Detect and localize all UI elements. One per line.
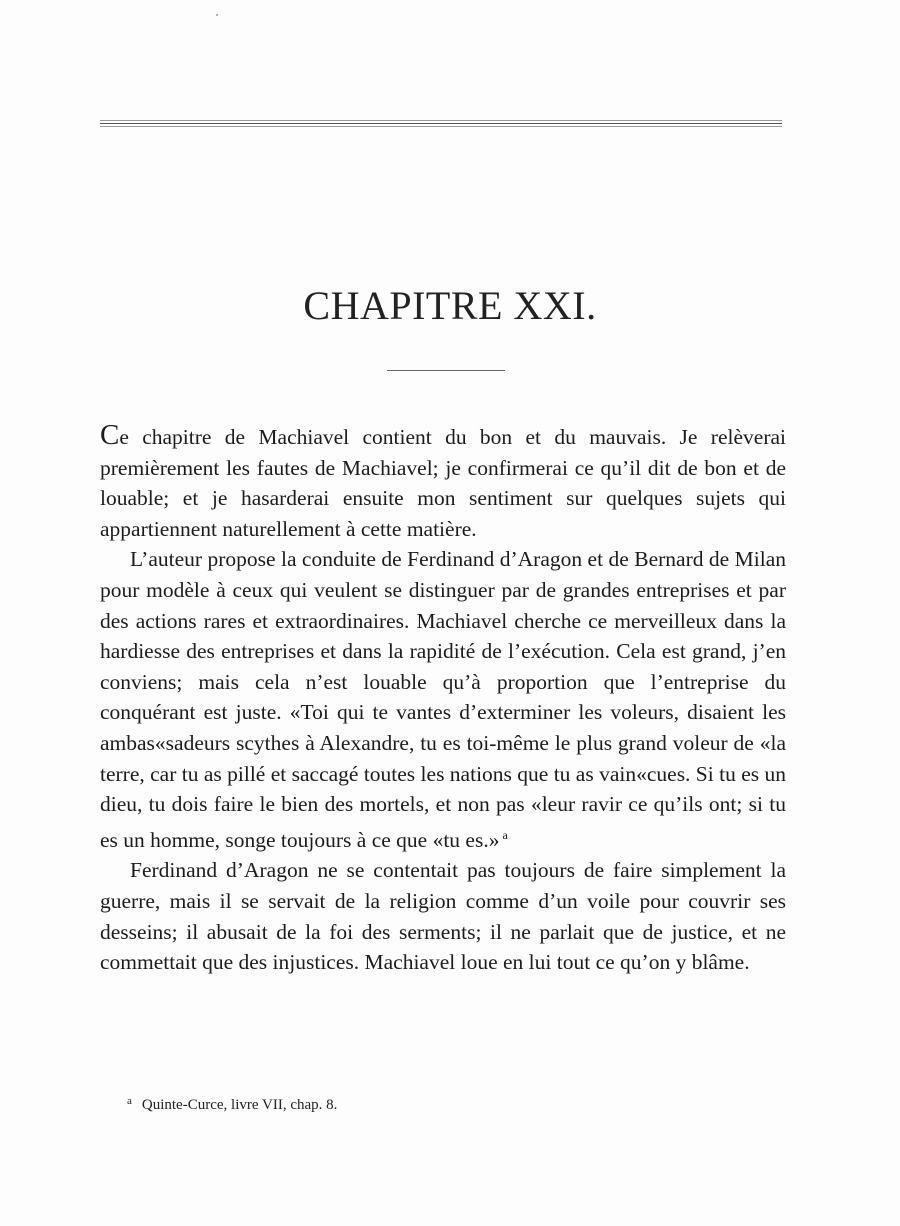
chapter-title: CHAPITRE XXI. — [303, 283, 597, 328]
paragraph-2-text: L’auteur propose la conduite de Ferdinand d’Aragon et de Bernard de Milan pour modèle à ceux qui veulent se distinguer par de grandes entreprises et par des actions rares et extraordinaires. Machiavel cherche ce merveilleux dans la hardiesse des entreprises et dans la rapidité de l’exécution. Cela est grand, j’en conviens; mais cela n’est louable qu’à proportion que l’entreprise du conquérant est juste. «Toi qui te vantes d’exterminer les voleurs, disaient les ambas«sadeurs scythes à Alexandre, tu es toi-même le plus grand voleur de «la terre, car tu as pillé et saccagé toutes les nations que tu as vain«cues. Si tu es un dieu, tu dois faire le bien des mortels, et non pas «leur ravir ce qu’ils ont; si tu es un homme, songe toujours à ce que «tu es.» — [100, 547, 786, 852]
paragraph-1 — [100, 419, 786, 544]
footnote — [127, 1095, 337, 1114]
chapter-body — [100, 419, 786, 978]
drop-cap: C — [100, 419, 120, 451]
paper-speck — [216, 14, 218, 16]
paragraph-2 — [100, 544, 786, 855]
header-ornamental-rule — [100, 120, 782, 127]
paragraph-3-text: Ferdinand d’Aragon ne se contentait pas toujours de faire simplement la guerre, mais il se servait de la religion comme d’un voile pour couvrir ses desseins; il abusait de la foi des serments; il ne parlait que de justice, et ne commettait que des injustices. Machiavel loue en lui tout ce qu’on y blâme. — [100, 858, 786, 975]
paragraph-3 — [100, 855, 786, 977]
title-divider — [387, 370, 505, 371]
footnote-mark: a — [127, 1095, 132, 1107]
paragraph-1-text: e chapitre de Machiavel contient du bon et du mauvais. Je relèverai premièrement les fautes de Machiavel; je confirmerai ce qu’il dit de bon et de louable; et je hasarderai ensuite mon sentiment sur quelques sujets qui appartiennent naturellement à cette matière. — [100, 425, 786, 541]
footnote-reference[interactable]: a — [502, 827, 508, 842]
footnote-text: Quinte-Curce, livre VII, chap. 8. — [141, 1097, 338, 1113]
